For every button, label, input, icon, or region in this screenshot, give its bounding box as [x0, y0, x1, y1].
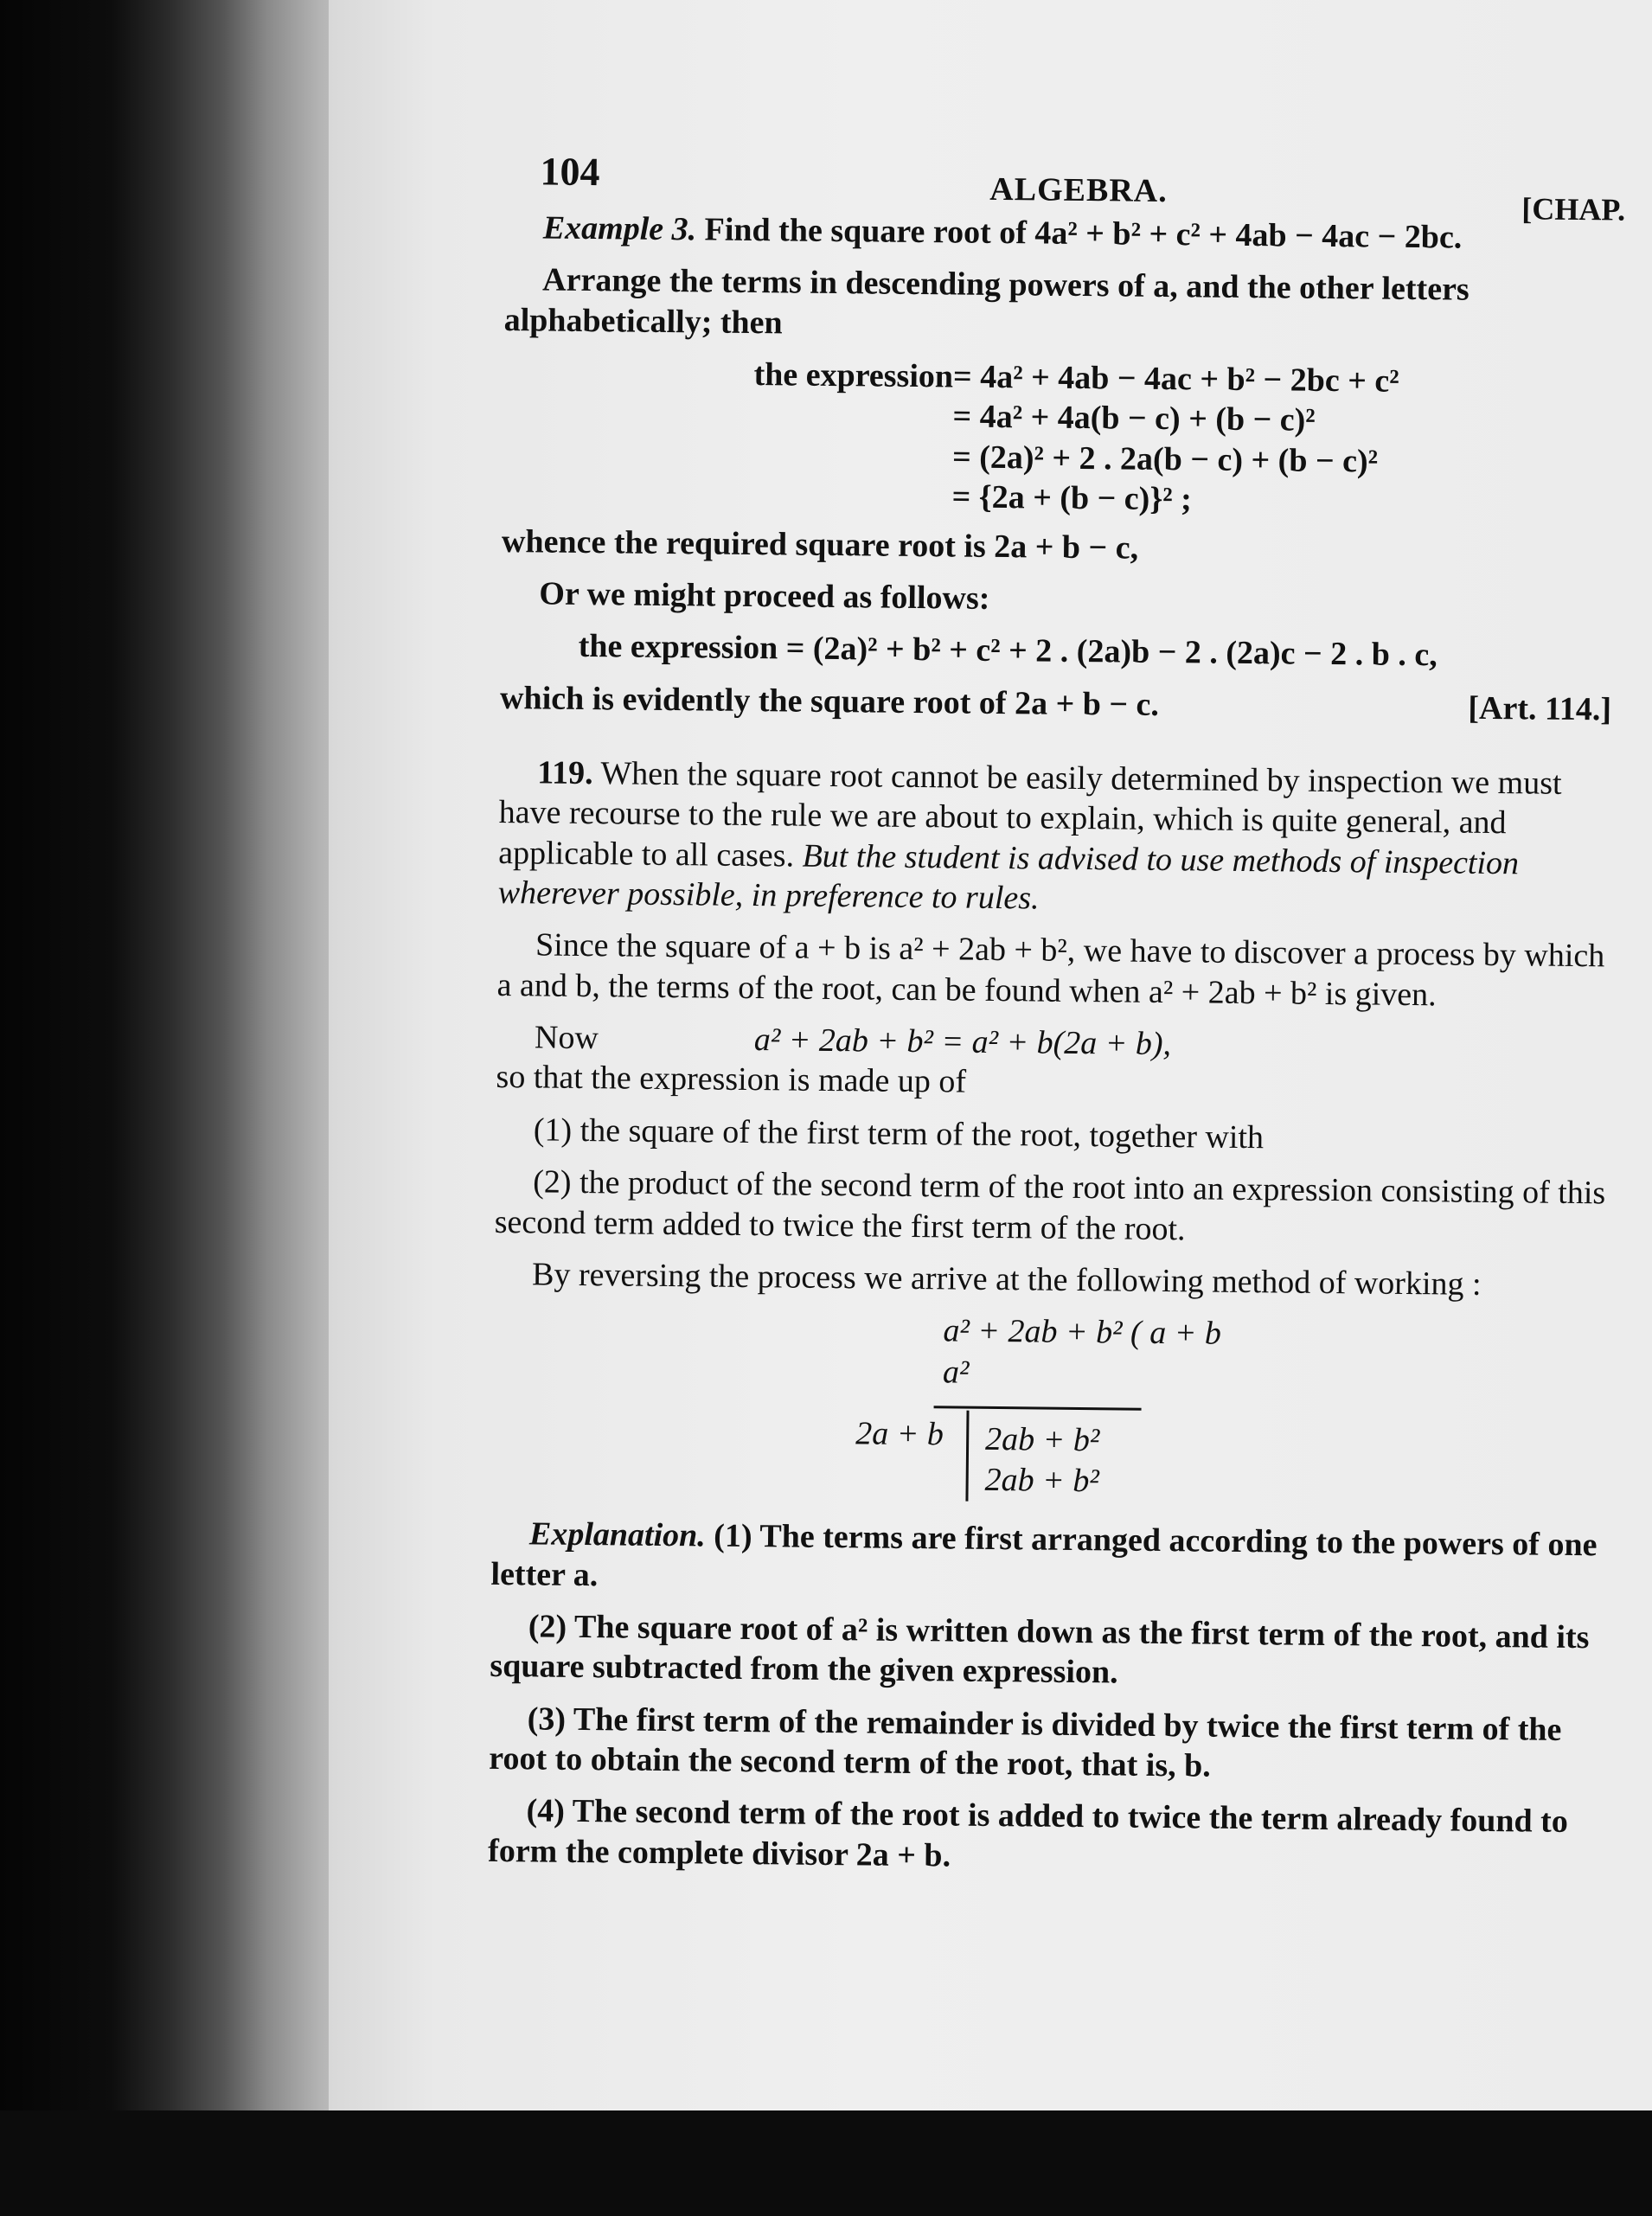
chapter-mark: [CHAP. — [1521, 191, 1626, 227]
running-title: ALGEBRA. — [989, 170, 1168, 210]
page-number: 104 — [540, 149, 600, 195]
or-proceed-line: Or we might proceed as follows: — [539, 575, 990, 617]
evident-root: which is evidently the square root of 2a + b − c. — [499, 679, 1160, 723]
section-number: 119. — [536, 754, 593, 792]
explanation-item-3: (3) The first term of the remainder is divided by twice the first term of the root to obtain the second term of the root, that is, b. — [489, 1700, 1562, 1784]
so-that-line: so that the expression is made up of — [496, 1059, 967, 1101]
arrange-text: Arrange the terms in descending powers of a, and the other letters alphabetically; then — [503, 261, 1470, 342]
now-label: Now — [534, 1019, 599, 1057]
section-advice: But the student is advised to use methods of inspection wherever possible, in preference to rules. — [497, 837, 1520, 917]
conclusion-line — [500, 678, 1611, 730]
reversing-paragraph: By reversing the process we arrive at the following method of working : — [531, 1256, 1482, 1303]
square-of-sum-paragraph: Since the square of a + b is a² + 2ab + b², we have to discover a process by which a and b, the terms of the root, can be found when a² + 2ab + b² is given. — [496, 926, 1605, 1014]
composition-item-1: (1) the square of the first term of the root, together with — [533, 1111, 1265, 1156]
explanation-item-1 — [490, 1514, 1603, 1605]
scan-bottom-edge — [0, 2110, 1652, 2216]
composition-item-2: (2) the product of the second term of the root into an expression consisting of this second term added to twice the first term of the root. — [494, 1163, 1606, 1247]
alt-expression: the expression = (2a)² + b² + c² + 2 . (2a)b − 2 . (2a)c − 2 . b . c, — [578, 628, 1437, 674]
explanation-text-1: (1) The terms are first arranged according to the powers of one letter a. — [490, 1517, 1598, 1593]
book-spine-shadow — [0, 0, 372, 2216]
derivation-step-4: = {2a + (b − c)}² ; — [951, 478, 1193, 518]
working-remainder: 2ab + b² — [984, 1421, 1100, 1459]
article-reference: [Art. 114.] — [1468, 689, 1612, 728]
working-first-square: a² — [942, 1354, 970, 1391]
working-divisor-bar — [965, 1411, 969, 1502]
whence-line: whence the required square root is 2a + b − c, — [501, 522, 1139, 567]
derivation-step-3: = (2a)² + 2 . 2a(b − c) + (b − c)² — [951, 439, 1379, 480]
working-rule — [934, 1406, 1142, 1412]
explanation-label: Explanation. — [528, 1515, 707, 1554]
working-divisor: 2a + b — [855, 1415, 944, 1453]
derivation-step-1: = 4a² + 4ab − 4ac + b² − 2bc + c² — [952, 358, 1399, 400]
working-subtrahend: 2ab + b² — [984, 1462, 1099, 1500]
explanation-item-4: (4) The second term of the root is added to twice the term already found to form the complete divisor 2a + b. — [487, 1792, 1569, 1874]
now-equation: a² + 2ab + b² = a² + b(2a + b), — [753, 1022, 1172, 1063]
page-content — [487, 130, 1626, 1894]
section-intro-text: When the square root cannot be easily determined by inspection we must have recourse to the rule we are about to explain, which is quite general, and applicable to all cases. — [498, 755, 1562, 874]
section-119-paragraph — [498, 753, 1611, 925]
example-problem: Find the square root of 4a² + b² + c² + 4ab − 4ac − 2bc. — [704, 211, 1463, 256]
explanation-item-2: (2) The square root of a² is written down as the first term of the root, and its square subtracted from the given expression. — [490, 1608, 1590, 1691]
page-header — [505, 130, 1626, 227]
expression-lhs: the expression — [753, 356, 954, 395]
expression-derivation — [709, 355, 1615, 524]
example-label: Example 3. — [542, 209, 697, 248]
square-root-working — [492, 1306, 1605, 1499]
working-dividend: a² + 2ab + b² ( a + b — [943, 1312, 1222, 1352]
derivation-step-2: = 4a² + 4a(b − c) + (b − c)² — [952, 398, 1316, 439]
